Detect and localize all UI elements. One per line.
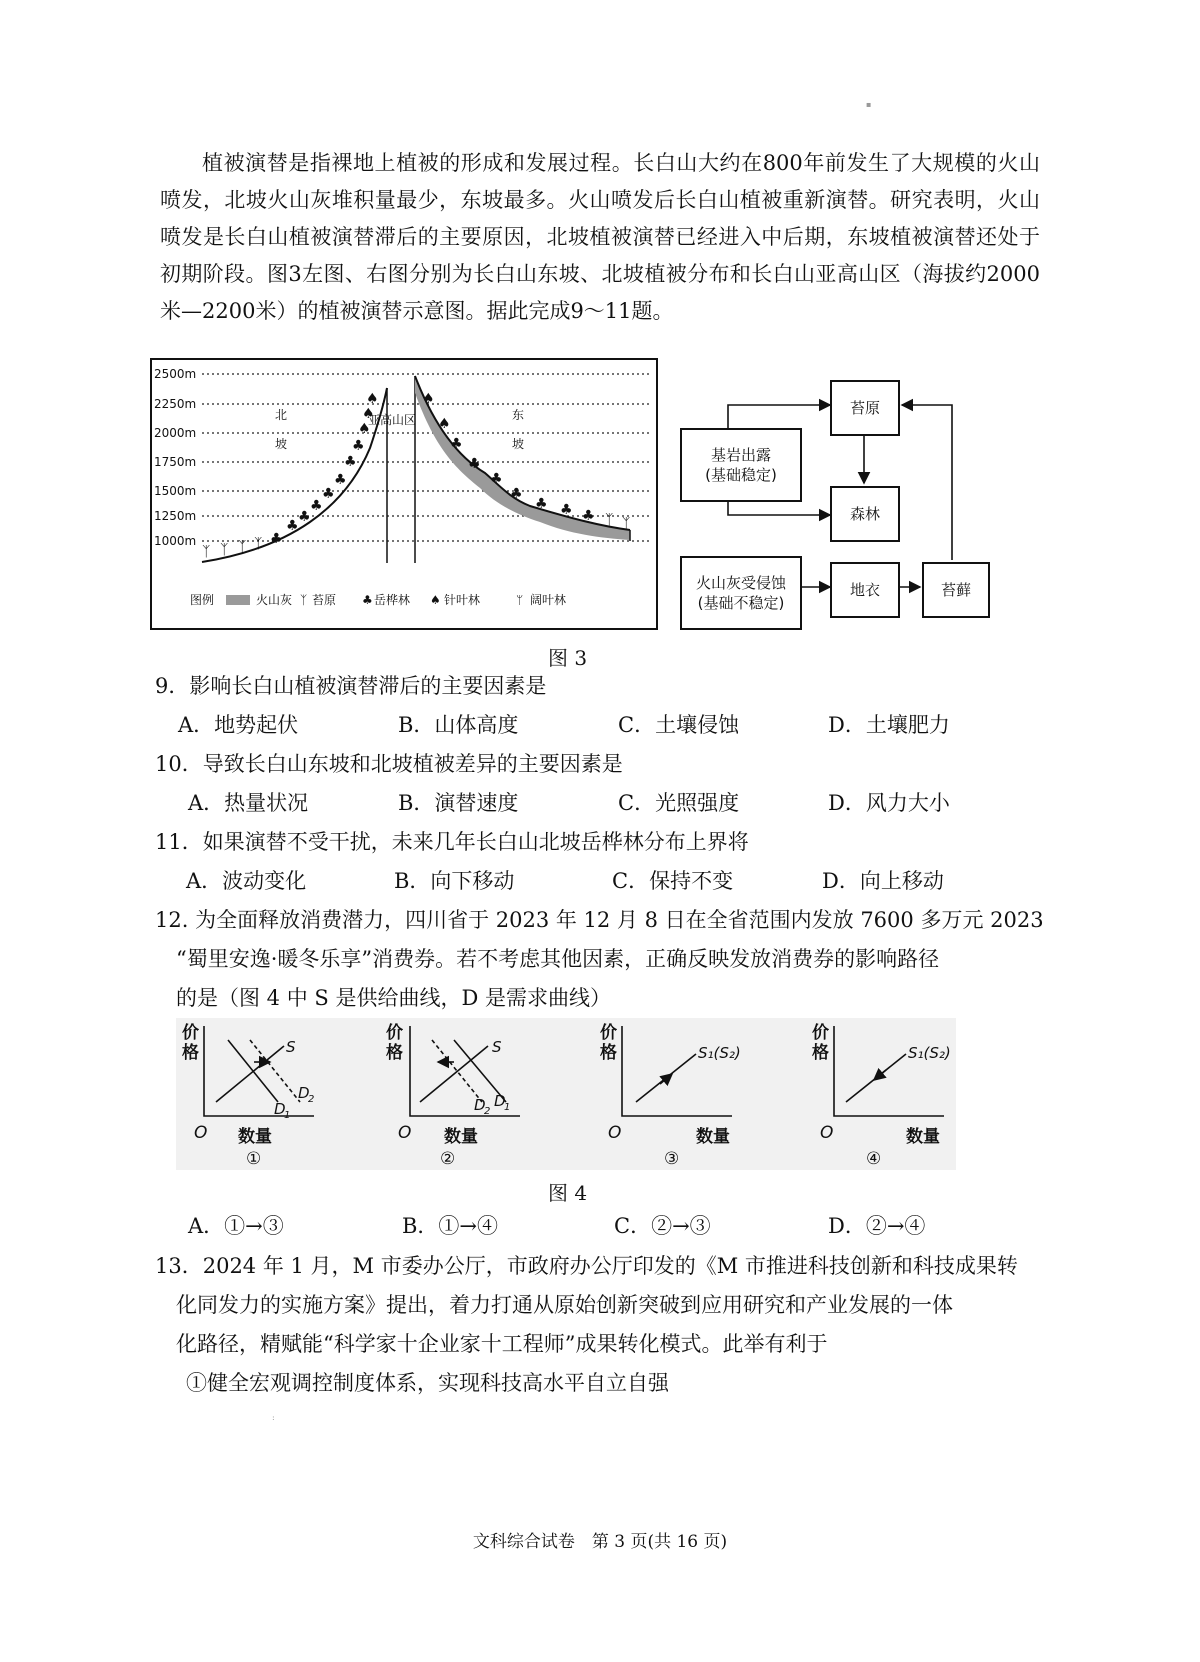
- svg-text:♠: ♠: [366, 391, 379, 407]
- q9-option-a: A．地势起伏: [178, 713, 299, 737]
- svg-text:ᛉ: ᛉ: [202, 544, 211, 560]
- q12-line2: “蜀里安逸·暖冬乐享”消费券。若不考虑其他因素，正确反映发放消费券的影响路径: [176, 947, 940, 971]
- flow-ash-box: [680, 556, 802, 630]
- panel-label-1: ①: [246, 1149, 262, 1169]
- q10-option-b: B．演替速度: [398, 791, 519, 815]
- q13-line2: 化同发力的实施方案》提出，着力打通从原始创新突破到应用研究和产业发展的一体: [176, 1293, 953, 1317]
- price-label: 价: [182, 1023, 199, 1043]
- q9-option-d: D．土壤肥力: [828, 713, 950, 737]
- svg-text:ᛉ: ᛉ: [254, 536, 263, 552]
- quantity-label: 数量: [696, 1127, 730, 1147]
- q11-option-b: B．向下移动: [394, 869, 515, 893]
- svg-text:♣: ♣: [510, 486, 523, 502]
- svg-text:♣: ♣: [298, 509, 311, 525]
- svg-text:♣: ♣: [344, 454, 357, 470]
- q11-option-c: C．保持不变: [612, 869, 734, 893]
- fig4-supply-demand: [176, 1018, 956, 1170]
- scan-mark: :: [272, 1413, 275, 1422]
- demand-sub: 2: [484, 1106, 491, 1117]
- price-label: 格: [812, 1043, 829, 1063]
- price-label: 价: [812, 1023, 829, 1043]
- north-label: 北: [275, 408, 288, 422]
- q13-line3: 化路径，精赋能“科学家十企业家十工程师”成果转化模式。此举有利于: [176, 1332, 828, 1356]
- svg-text:♣: ♣: [322, 486, 335, 502]
- q12-option-b: B．①→④: [402, 1214, 499, 1238]
- svg-text:♣: ♣: [286, 518, 299, 534]
- flow-ash-note: (基础不稳定): [697, 594, 785, 612]
- elev-label: 2500m: [154, 367, 197, 381]
- elev-label: 2250m: [154, 397, 197, 411]
- panel-label-3: ③: [664, 1149, 680, 1169]
- flow-moss-box: 苔藓: [922, 562, 990, 618]
- elev-label: 1000m: [154, 534, 197, 548]
- panel-label-4: ④: [866, 1149, 882, 1169]
- q13-line1: 13．2024 年 1 月，M 市委办公厅，市政府办公厅印发的《M 市推进科技创新和科技成果转: [155, 1254, 1018, 1278]
- svg-text:♣: ♣: [560, 502, 573, 518]
- supply-label: S: [492, 1038, 502, 1056]
- flow-bedrock-note: (基础稳定): [705, 466, 777, 484]
- q10-option-d: D．风力大小: [828, 791, 950, 815]
- price-label: 格: [600, 1043, 617, 1063]
- legend-title: 图例: [190, 593, 215, 607]
- intro-paragraph: 植被演替是指裸地上植被的形成和发展过程。长白山大约在800年前发生了大规模的火山喷发，北坡火山灰堆积量最少，东坡最多。火山喷发后长白山植被重新演替。研究表明，火山喷发是长白山植被演替滞后的主要原因，北坡植被演替已经进入中后期，东坡植被演替还处于初期阶段。图3左图、右图分别为长白山东坡、北坡植被分布和长白山亚高山区（海拔约2000米—2200米）的植被演替示意图。据此完成9～11题。: [160, 151, 1040, 323]
- elev-label: 1500m: [154, 484, 197, 498]
- q9-option-c: C．土壤侵蚀: [618, 713, 740, 737]
- q12-line1: 12. 为全面释放消费潜力，四川省于 2023 年 12 月 8 日在全省范围内发放 7600 多万元 2023: [155, 908, 1044, 932]
- svg-text:♣: ♣: [270, 531, 283, 547]
- legend-tundra: 苔原: [312, 593, 337, 607]
- q11-option-d: D．向上移动: [822, 869, 944, 893]
- svg-text:ᛉ: ᛉ: [238, 539, 247, 555]
- supply-label: S₁(S₂): [698, 1044, 741, 1062]
- quantity-label: 数量: [444, 1127, 478, 1147]
- flow-forest-box: 森林: [830, 486, 900, 542]
- quantity-label: 数量: [906, 1127, 940, 1147]
- demand-label: D: [474, 1096, 486, 1114]
- svg-text:♠: ♠: [430, 593, 441, 607]
- demand-label: D: [298, 1084, 310, 1102]
- svg-text:♠: ♠: [358, 421, 371, 437]
- q11-stem: 11．如果演替不受干扰，未来几年长白山北坡岳桦林分布上界将: [155, 830, 749, 854]
- elev-label: 2000m: [154, 426, 197, 440]
- fig3-profile-chart: [150, 358, 658, 630]
- svg-text:ᛉ: ᛉ: [300, 593, 308, 607]
- q12-option-a: A．①→③: [188, 1214, 284, 1238]
- panel-label-2: ②: [440, 1149, 456, 1169]
- flow-tundra-box: 苔原: [830, 380, 900, 436]
- demand-sub: 1: [504, 1102, 511, 1113]
- svg-text:ᛘ: ᛘ: [516, 593, 524, 607]
- elev-label: 1750m: [154, 455, 197, 469]
- price-label: 格: [182, 1043, 199, 1063]
- elev-label: 1250m: [154, 509, 197, 523]
- svg-text:♣: ♣: [352, 438, 365, 454]
- svg-text:♠: ♠: [422, 391, 435, 407]
- origin-label: O: [608, 1123, 622, 1143]
- origin-label: O: [398, 1123, 412, 1143]
- page-footer: 文科综合试卷 第 3 页(共 16 页): [472, 1532, 728, 1552]
- flow-lichen-box: 地衣: [830, 562, 900, 618]
- legend-birch: 岳桦林: [374, 593, 411, 607]
- svg-text:♣: ♣: [490, 471, 503, 487]
- east-label: 坡: [512, 437, 525, 451]
- svg-text:♠: ♠: [438, 416, 451, 432]
- q10-stem: 10．导致长白山东坡和北坡植被差异的主要因素是: [155, 752, 623, 776]
- price-label: 价: [386, 1023, 403, 1043]
- origin-label: O: [820, 1123, 834, 1143]
- svg-text:♣: ♣: [334, 472, 347, 488]
- supply-label: S₁(S₂): [908, 1044, 951, 1062]
- svg-text:♣: ♣: [468, 456, 481, 472]
- north-label: 坡: [275, 437, 288, 451]
- q9-option-b: B．山体高度: [398, 713, 519, 737]
- demand-label: D: [274, 1100, 286, 1118]
- q12-option-d: D．②→④: [828, 1214, 926, 1238]
- svg-text:♣: ♣: [450, 436, 463, 452]
- origin-label: O: [194, 1123, 208, 1143]
- legend-ash: 火山灰: [256, 593, 293, 607]
- q13-item1: ①健全宏观调控制度体系，实现科技高水平自立自强: [186, 1371, 669, 1395]
- q10-option-a: A．热量状况: [188, 791, 309, 815]
- price-label: 价: [600, 1023, 617, 1043]
- legend-broadleaf: 阔叶林: [530, 593, 567, 607]
- svg-text:ᛉ: ᛉ: [622, 516, 631, 532]
- supply-label: S: [286, 1038, 296, 1056]
- flow-bedrock-label: 基岩出露: [710, 446, 771, 464]
- svg-text:♣: ♣: [535, 496, 548, 512]
- q12-option-c: C．②→③: [614, 1214, 711, 1238]
- svg-text:ᛉ: ᛉ: [605, 512, 614, 528]
- svg-text:♣: ♣: [362, 593, 373, 607]
- east-label: 东: [512, 408, 525, 422]
- q12-line3: 的是（图 4 中 S 是供给曲线，D 是需求曲线）: [176, 986, 611, 1010]
- fig4-caption: 图 4: [548, 1181, 588, 1205]
- demand-sub: 2: [308, 1094, 315, 1105]
- price-label: 格: [386, 1043, 403, 1063]
- fig3-caption: 图 3: [548, 646, 588, 670]
- subalpine-label: 亚高山区: [368, 413, 417, 427]
- demand-label: D: [494, 1092, 506, 1110]
- demand-sub: 1: [284, 1110, 291, 1121]
- svg-text:♣: ♣: [582, 508, 595, 524]
- scan-mark: ▪: [866, 100, 872, 109]
- q11-option-a: A．波动变化: [186, 869, 307, 893]
- flow-ash-label: 火山灰受侵蚀: [695, 574, 786, 592]
- legend-conifer: 针叶林: [444, 593, 481, 607]
- q9-stem: 9．影响长白山植被演替滞后的主要因素是: [155, 674, 547, 698]
- q10-option-c: C．光照强度: [618, 791, 740, 815]
- svg-text:♣: ♣: [310, 498, 323, 514]
- quantity-label: 数量: [238, 1127, 272, 1147]
- flow-bedrock-box: [680, 428, 802, 502]
- svg-text:♠: ♠: [362, 406, 375, 422]
- svg-text:ᛉ: ᛉ: [220, 542, 229, 558]
